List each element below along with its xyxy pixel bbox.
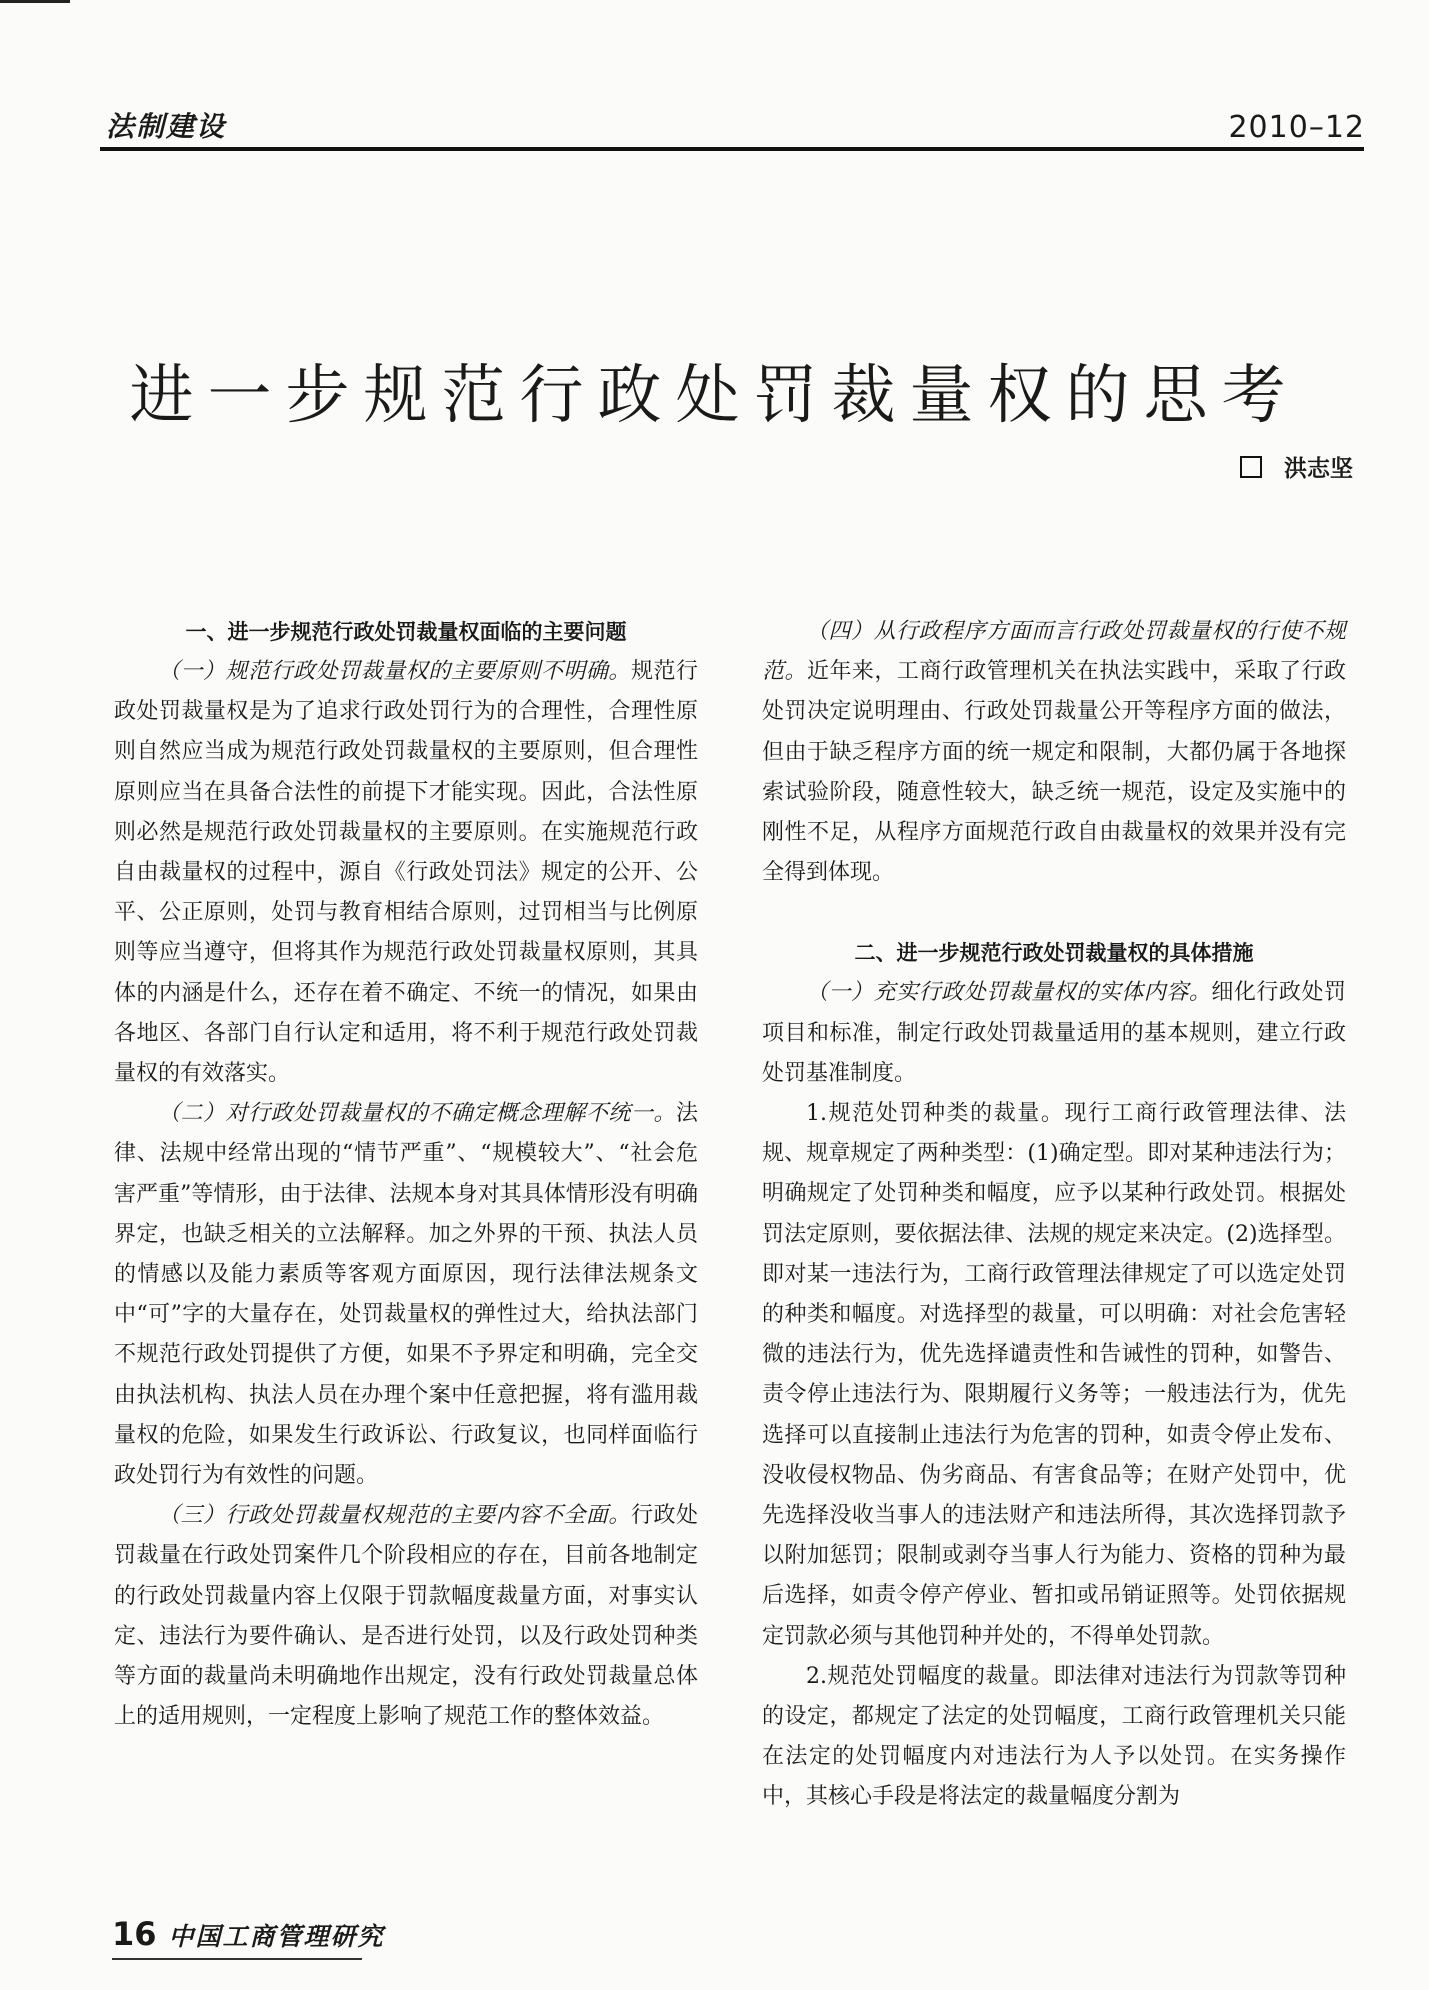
page-number: 16: [112, 1915, 157, 1953]
header-rule: [100, 147, 1364, 151]
paragraph-6: 1.规范处罚种类的裁量。现行工商行政管理法律、法规、规章规定了两种类型：(1)确定型。即对某种违法行为；明确规定了处罚种类和幅度，应予以某种行政处罚。根据处罚法定原则，要依据法律、法规的规定来决定。(2)选择型。即对某一违法行为，工商行政管理法律规定了可以选定处罚的种类和幅度。对选择型的裁量，可以明确：对社会危害轻微的违法行为，优先选择谴责性和告诫性的罚种，如警告、责令停止违法行为、限期履行义务等；一般违法行为，优先选择可以直接制止违法行为危害的罚种，如责令停止发布、没收侵权物品、伪劣商品、有害食品等；在财产处罚中，优先选择没收当事人的违法财产和违法所得，其次选择罚款予以附加惩罚；限制或剥夺当事人行为能力、资格的罚种为最后选择，如责令停产停业、暂扣或吊销证照等。处罚依据规定罚款必须与其他罚种并处的，不得单处罚款。: [762, 1101, 1346, 1649]
section-heading-2: 二、进一步规范行政处罚裁量权的具体措施: [854, 941, 1254, 966]
left-column: [114, 612, 698, 1737]
right-column: [762, 612, 1346, 1818]
paragraph-1-lead: （一）规范行政处罚裁量权的主要原则不明确。: [158, 659, 631, 684]
paragraph-5-body: 细化行政处罚项目和标准，制定行政处罚裁量适用的基本规则，建立行政处罚基准制度。: [762, 980, 1346, 1086]
paragraph-4-body: 近年来，工商行政管理机关在执法实践中，采取了行政处罚决定说明理由、行政处罚裁量公开等程序方面的做法，但由于缺乏程序方面的统一规定和限制，大都仍属于各地探索试验阶段，随意性较大，缺乏统一规范，设定及实施中的刚性不足，从程序方面规范行政自由裁量权的效果并没有完全得到体现。: [762, 659, 1346, 886]
paragraph-4-lead: （四）从行政程序方面而言行政处罚裁量权的行使不规范。: [762, 619, 1346, 685]
paragraph-7: 2.规范处罚幅度的裁量。即法律对违法行为罚款等罚种的设定，都规定了法定的处罚幅度，工商行政管理机关只能在法定的处罚幅度内对违法行为人予以处罚。在实务操作中，其核心手段是将法定的裁量幅度分割为: [762, 1663, 1346, 1810]
paragraph-3: [114, 1496, 698, 1737]
paragraph-5: [762, 973, 1346, 1094]
section-spacer: [762, 893, 1346, 933]
paragraph-1-body: 规范行政处罚裁量权是为了追求行政处罚行为的合理性，合理性原则自然应当成为规范行政处罚裁量权的主要原则，但合理性原则应当在具备合法性的前提下才能实现。因此，合法性原则必然是规范行政处罚裁量权的主要原则。在实施规范行政自由裁量权的过程中，源自《行政处罚法》规定的公开、公平、公正原则，处罚与教育相结合原则，过罚相当与比例原则等应当遵守，但将其作为规范行政处罚裁量权原则，其具体的内涵是什么，还存在着不确定、不统一的情况，如果由各地区、各部门自行认定和适用，将不利于规范行政处罚裁量权的有效落实。: [114, 659, 698, 1087]
section-heading-1: 一、进一步规范行政处罚裁量权面临的主要问题: [185, 620, 627, 644]
footer-rule: [112, 1958, 362, 1960]
article-title: 进一步规范行政处罚裁量权的思考: [129, 358, 1300, 433]
journal-name: 中国工商管理研究: [168, 1922, 385, 1951]
author-line: [1240, 450, 1353, 483]
running-header-section: 法制建设: [106, 110, 227, 143]
scan-edge-mark: [0, 0, 70, 3]
paragraph-5-lead: （一）充实行政处罚裁量权的实体内容。: [806, 980, 1212, 1006]
paragraph-1: [114, 652, 698, 1094]
paragraph-2-body: 法律、法规中经常出现的“情节严重”、“规模较大”、“社会危害严重”等情形，由于法律、法规本身对其具体情形没有明确界定，也缺乏相关的立法解释。加之外界的干预、执法人员的情感以及能力素质等客观方面原因，现行法律法规条文中“可”字的大量存在，处罚裁量权的弹性过大，给执法部门不规范行政处罚提供了方便，如果不予界定和明确，完全交由执法机构、执法人员在办理个案中任意把握，将有滥用裁量权的危险，如果发生行政诉讼、行政复议，也同样面临行政处罚行为有效性的问题。: [114, 1101, 698, 1489]
paragraph-3-body: 行政处罚裁量在行政处罚案件几个阶段相应的存在，目前各地制定的行政处罚裁量内容上仅限于罚款幅度裁量方面，对事实认定、违法行为要件确认、是否进行处罚，以及行政处罚种类等方面的裁量尚未明确地作出规定，没有行政处罚裁量总体上的适用规则，一定程度上影响了规范工作的整体效益。: [114, 1503, 698, 1730]
paragraph-4: [762, 612, 1346, 893]
author-box-icon: [1240, 456, 1262, 478]
paragraph-2-lead: （二）对行政处罚裁量权的不确定概念理解不统一。: [158, 1101, 676, 1127]
author-name: 洪志坚: [1284, 456, 1353, 482]
page-footer: [112, 1915, 385, 1953]
paragraph-3-lead: （三）行政处罚裁量权规范的主要内容不全面。: [158, 1503, 631, 1529]
paragraph-2: [114, 1094, 698, 1496]
running-header-date: 2010–12: [1228, 110, 1365, 145]
